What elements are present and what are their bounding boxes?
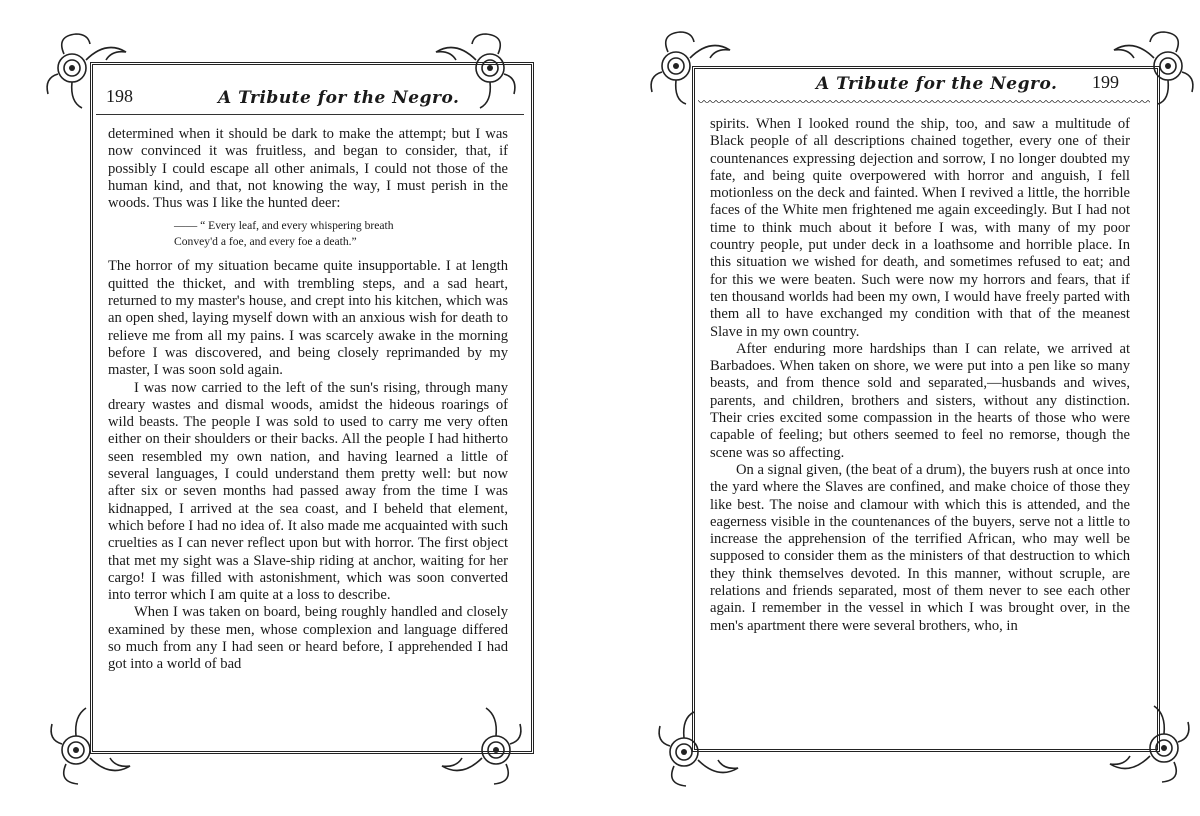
right-page-body	[710, 116, 1130, 635]
header-rule	[698, 100, 1150, 104]
scroll-ornament-icon	[440, 706, 530, 786]
paragraph: I was now carried to the left of the sun's rising, through many dreary wastes and dismal woods, amidst the hideous roarings of wild beasts. The people I was sold to used to carry me very often either on their shoulders or their backs. All the people I had hitherto seen resembled my own nation, and having learned a little of several languages, I could understand them pretty well: but now after six or seven months had passed away from the time I was kidnapped, I arrived at the sea coast, and I beheld that element, which before I had no idea of. It also made me acquainted with such cruelties as I can never reflect upon but with horror. The first object that met my sight was a Slave-ship riding at anchor, waiting for her cargo! I was filled with astonishment, which was soon converted into terror which I am quite at a loss to describe.	[108, 379, 508, 604]
scroll-ornament-icon	[650, 710, 740, 790]
paragraph: When I was taken on board, being roughly handled and closely examined by these men, whose complexion and language differed so much from any I had seen or heard before, I apprehended I had got into a world of bad	[108, 604, 508, 673]
paragraph: determined when it should be dark to make the attempt; but I was now convinced it was fruitless, and began to consider, that, if possibly I could escape all other animals, I could not those of the human kind, and that, not knowing the way, I must perish in the woods. Thus was I like the hunted deer:	[108, 126, 508, 212]
paragraph: After enduring more hardships than I can relate, we arrived at Barbadoes. When taken on shore, we were put into a pen like so many beasts, and from thence sold and separated,—husbands and wives, parents, and children, brothers and sisters, without any distinction. Their cries excited some compassion in the hearts of those who were capable of feeling; but others seemed to feel no remorse, though the scene was so affecting.	[710, 340, 1130, 461]
right-page	[600, 0, 1200, 816]
page-number: 199	[1092, 72, 1119, 92]
scroll-ornament-icon	[42, 706, 132, 786]
running-title: A Tribute for the Negro.	[816, 74, 1058, 94]
left-page-body	[108, 126, 508, 674]
verse-quote	[174, 218, 508, 250]
header-rule	[96, 114, 524, 115]
quote-line: —— “ Every leaf, and every whispering breath	[174, 219, 394, 233]
paragraph: spirits. When I looked round the ship, too, and saw a multitude of Black people of all descriptions chained together, every one of their countenances expressing dejection and sorrow, I no longer doubted my fate, and being quite overpowered with horror and anguish, I fell motionless on the deck and fainted. When I revived a little, the horrible faces of the White men frightened me again exceedingly. But I had not time to think much about it before I was, with many of my poor country people, put under deck in a loathsome and horrible place. In this situation we wished for death, and sometimes refused to eat; and for this we were beaten. Such were now my horrors and fears, that if ten thousand worlds had been my own, I would have freely parted with them all to have exchanged my condition with that of the meanest Slave in my own country.	[710, 116, 1130, 340]
scroll-ornament-icon	[646, 26, 736, 106]
scroll-ornament-icon	[1108, 26, 1198, 106]
paragraph: On a signal given, (the beat of a drum), the buyers rush at once into the yard where the Slaves are confined, and make choice of those they like best. The noise and clamour with which this is attended, and the eagerness visible in the countenances of the buyers, serve not a little to increase the apprehension of the terrified African, who may well be supposed to consider them as the ministers of that destruction to which they think themselves devoted. In this manner, without scruple, are relations and friends separated, most of them never to see each other again. I remember in the vessel in which I was brought over, in the men's apartment there were several brothers, who, in	[710, 461, 1130, 634]
page-number: 198	[106, 86, 133, 106]
quote-line: Convey'd a foe, and every foe a death.”	[174, 235, 357, 249]
running-title: A Tribute for the Negro.	[218, 88, 460, 108]
paragraph: The horror of my situation became quite insupportable. I at length quitted the thicket, and with trembling steps, and a sad heart, returned to my master's house, and crept into his kitchen, which was an open shed, laying myself down with an anxious wish for death to relieve me from all my pains. I was scarcely awake in the morning before I was discovered, and being closely reprimanded by my master, I was soon sold again.	[108, 258, 508, 379]
scroll-ornament-icon	[1108, 704, 1198, 784]
